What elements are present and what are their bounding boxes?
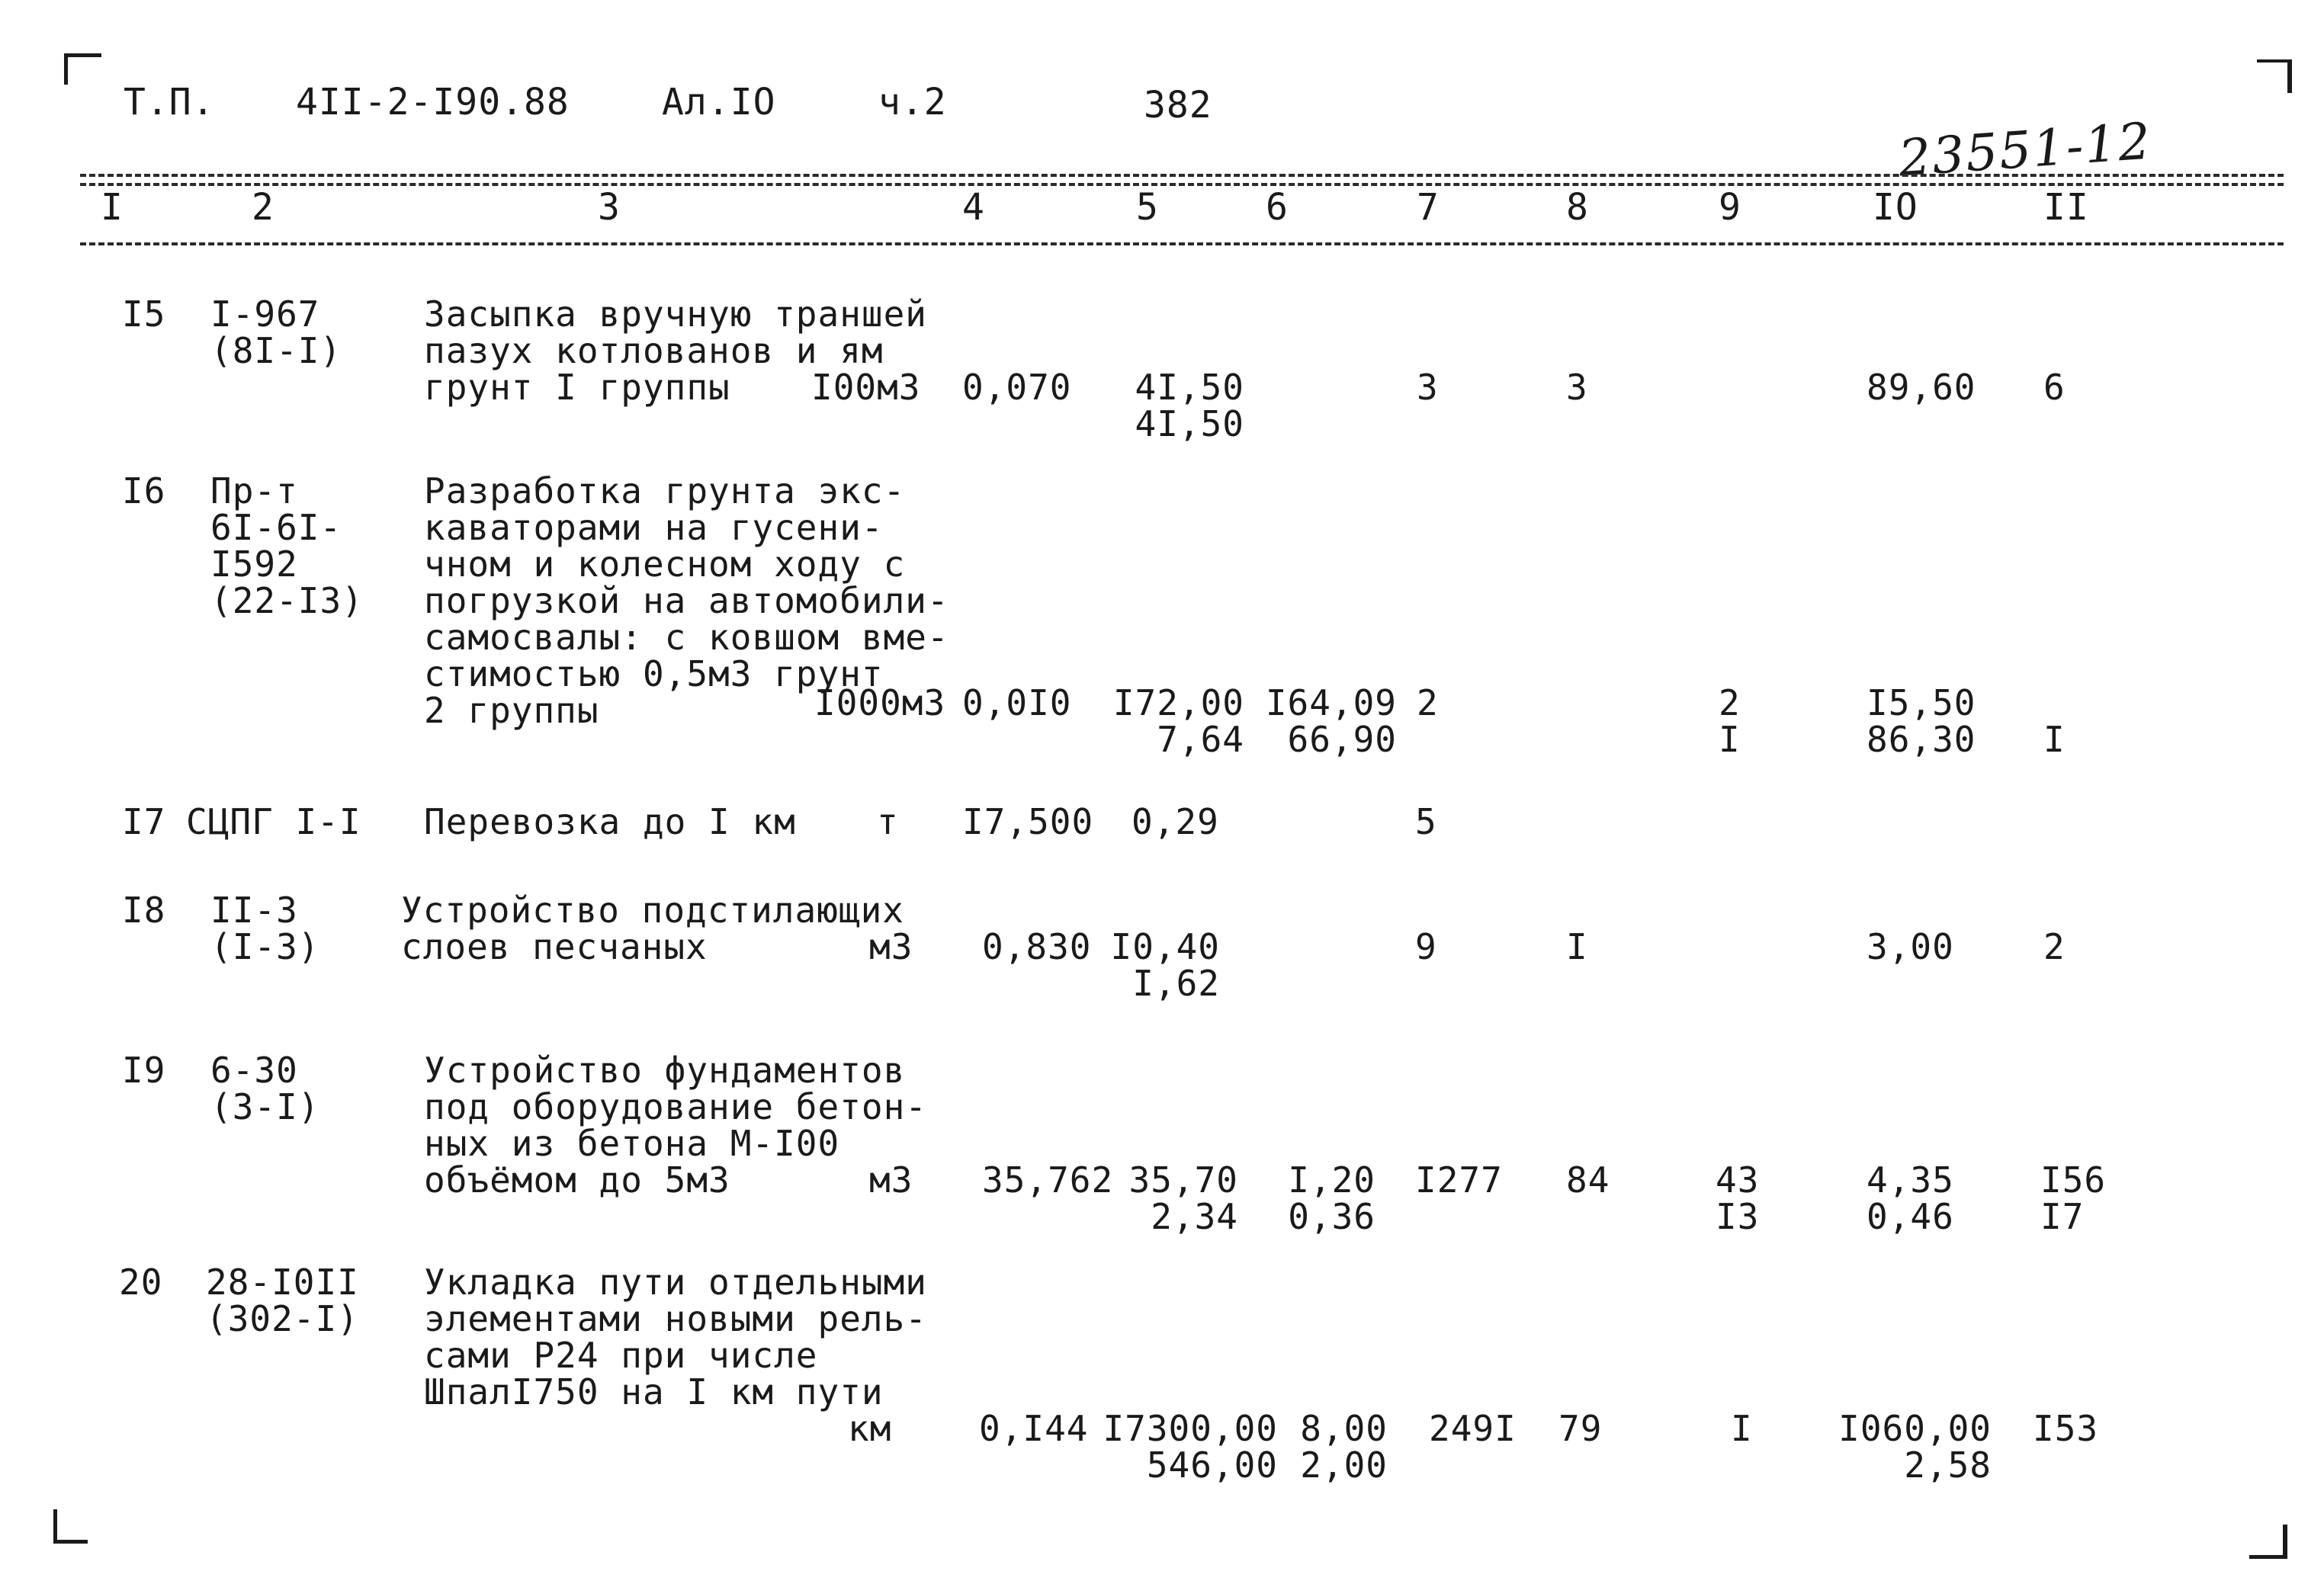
row-col8: 79 [1558, 1408, 1603, 1449]
row-col7: 9 [1415, 926, 1437, 967]
row-col11: 2 [2043, 926, 2066, 967]
row-quantity: 0,I44 [979, 1408, 1089, 1449]
row-col6: 8,00 2,00 [1300, 1408, 1388, 1486]
row-col7: 3 [1417, 367, 1439, 408]
corner-mark-top-left [64, 53, 101, 85]
row-col8: 84 [1566, 1159, 1610, 1201]
column-header-6: 6 [1266, 186, 1289, 229]
row-unit: т [877, 801, 899, 842]
row-description: Устройство фундаментов под оборудование бетон- ных из бетона М-I00 объёмом до 5м3 [424, 1050, 927, 1201]
row-description: Засыпка вручную траншей пазух котлованов и ям грунт I группы [424, 293, 927, 408]
row-code: СЦПГ I-I [186, 801, 361, 842]
table-top-rule [80, 174, 2284, 177]
header-project-number: 4II-2-I90.88 [296, 81, 570, 123]
row-number: I9 [122, 1050, 166, 1091]
row-col5: 0,29 [1132, 801, 1219, 842]
header-sheet: Ал.IO [662, 81, 776, 123]
column-header-11: II [2043, 186, 2089, 229]
table-top-rule-second [80, 183, 2284, 186]
column-header-1: I [101, 186, 124, 229]
row-col7: 249I [1429, 1408, 1517, 1449]
row-col9: I [1731, 1408, 1753, 1449]
column-header-9: 9 [1719, 186, 1741, 229]
row-description: Перевозка до I км [424, 801, 796, 842]
row-col5: 4I,50 4I,50 [1135, 367, 1244, 444]
row-unit: м3 [869, 1159, 913, 1201]
row-col5: I7300,00 546,00 [1103, 1408, 1278, 1486]
row-col10: I5,50 86,30 [1867, 682, 1976, 760]
row-col8: 3 [1566, 367, 1588, 408]
column-header-8: 8 [1566, 186, 1589, 229]
column-header-2: 2 [252, 186, 274, 229]
row-col5: I72,00 7,64 [1112, 682, 1244, 760]
corner-mark-bottom-left [53, 1509, 88, 1544]
row-col9: 2 I [1719, 682, 1741, 760]
column-header-3: 3 [598, 186, 621, 229]
row-description: Разработка грунта экс- каваторами на гусени- чном и колесном ходу с погрузкой на автомобили- самосвалы: с ковшом вме- стимостью 0,5м3 грунт 2 группы [424, 470, 949, 731]
row-col10: 89,60 [1867, 367, 1976, 408]
row-col10: 4,35 0,46 [1867, 1159, 1954, 1237]
row-code: I-967 (8I-I) [210, 293, 342, 371]
row-number: 20 [119, 1262, 163, 1303]
column-header-7: 7 [1417, 186, 1440, 229]
row-col5: I0,40 I,62 [1110, 926, 1220, 1004]
row-col7: I277 [1415, 1159, 1503, 1201]
row-quantity: I7,500 [962, 801, 1094, 842]
row-quantity: 35,762 [982, 1159, 1114, 1201]
row-unit: I00м3 [811, 367, 921, 408]
column-header-4: 4 [962, 186, 985, 229]
column-header-5: 5 [1136, 186, 1159, 229]
row-col8: I [1566, 926, 1588, 967]
row-col6: I,20 0,36 [1288, 1159, 1375, 1237]
row-col11: I53 [2033, 1408, 2099, 1449]
row-quantity: 0,0I0 [962, 682, 1072, 723]
row-unit: I000м3 [814, 682, 946, 723]
row-code: Пр-т 6I-6I- I592 (22-I3) [210, 470, 364, 621]
row-col11: I56 I7 [2040, 1159, 2107, 1237]
row-number: I7 [122, 801, 166, 842]
row-quantity: 0,830 [982, 926, 1092, 967]
corner-mark-bottom-right [2249, 1525, 2287, 1559]
row-col11: I [2043, 719, 2066, 760]
handwritten-stamp-number: 23551-12 [1896, 111, 2154, 188]
row-unit: км [848, 1408, 892, 1449]
corner-mark-top-right [2257, 59, 2292, 93]
row-number: I8 [122, 890, 166, 931]
header-page-number: 382 [1144, 84, 1212, 127]
row-description: Устройство подстилающих слоев песчаных [401, 890, 904, 967]
row-col5: 35,70 2,34 [1128, 1159, 1238, 1237]
row-description: Укладка пути отдельными элементами новыми рель- сами Р24 при числе ШпалI750 на I км пути [424, 1262, 927, 1412]
row-code: 28-I0II (302-I) [206, 1262, 359, 1339]
row-col7: 5 [1415, 801, 1437, 842]
row-col6: I64,09 66,90 [1265, 682, 1397, 760]
row-code: II-3 (I-3) [210, 890, 320, 967]
row-number: I6 [122, 470, 166, 511]
column-header-10: IO [1873, 186, 1918, 229]
row-number: I5 [122, 293, 166, 335]
row-col11: 6 [2043, 367, 2066, 408]
row-quantity: 0,070 [962, 367, 1072, 408]
row-col10: I060,00 2,58 [1838, 1408, 1992, 1486]
row-col9: 43 I3 [1716, 1159, 1760, 1237]
row-code: 6-30 (3-I) [210, 1050, 320, 1127]
column-header-bottom-rule [80, 242, 2284, 245]
row-col7: 2 [1417, 682, 1439, 723]
header-tp: Т.П. [124, 81, 215, 123]
header-part: ч.2 [878, 81, 947, 123]
row-unit: м3 [869, 926, 913, 967]
row-col10: 3,00 [1867, 926, 1954, 967]
